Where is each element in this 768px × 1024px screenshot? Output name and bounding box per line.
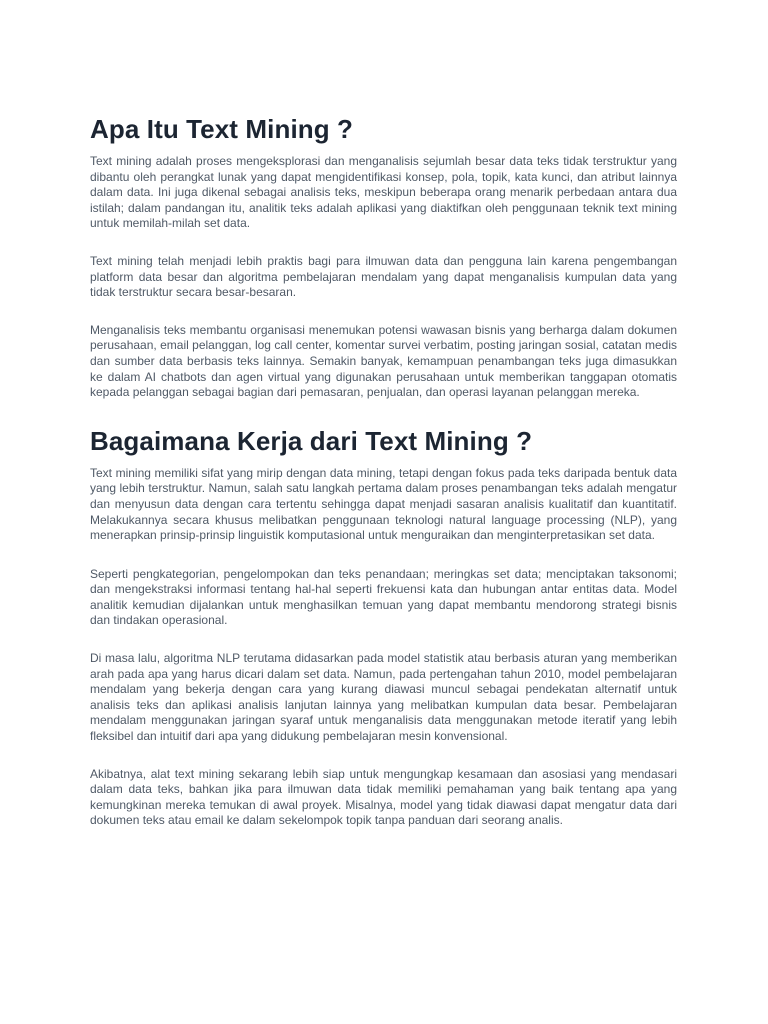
paragraph: Text mining adalah proses mengeksplorasi dan menganalisis sejumlah besar data teks tidak terstruktur yang dibantu oleh perangkat lunak yang dapat mengidentifikasi konsep, pola, topik, kata kunci, dan atribut lainnya dalam data. Ini juga dikenal sebagai analisis teks, meskipun beberapa orang menarik perbedaan antara dua istilah; dalam pandangan itu, analitik teks adalah aplikasi yang diaktifkan oleh penggunaan teknik text mining untuk memilah-milah set data. <box>90 154 677 231</box>
paragraph: Menganalisis teks membantu organisasi menemukan potensi wawasan bisnis yang berharga dalam dokumen perusahaan, email pelanggan, log call center, komentar survei verbatim, posting jaringan sosial, catatan medis dan sumber data berbasis teks lainnya. Semakin banyak, kemampuan penambangan teks juga dimasukkan ke dalam AI chatbots dan agen virtual yang digunakan perusahaan untuk memberikan tanggapan otomatis kepada pelanggan sebagai bagian dari pemasaran, penjualan, dan operasi layanan pelanggan mereka. <box>90 322 677 400</box>
section-heading: Bagaimana Kerja dari Text Mining ? <box>90 425 533 456</box>
section-what-is-text-mining <box>90 112 677 401</box>
paragraph: Di masa lalu, algoritma NLP terutama didasarkan pada model statistik atau berbasis aturan yang memberikan arah pada apa yang harus dicari dalam set data. Namun, pada pertengahan tahun 2010, model pembelajaran mendalam yang bekerja dengan cara yang kurang diawasi muncul sebagai pendekatan alternatif untuk analisis teks dan aplikasi analisis lanjutan lainnya yang melibatkan kumpulan data besar. Pembelajaran mendalam menggunakan jaringan syaraf untuk menganalisis data menggunakan metode iteratif yang lebih fleksibel dan intuitif dari apa yang didukung pembelajaran mesin konvensional. <box>90 651 677 744</box>
paragraph: Text mining memiliki sifat yang mirip dengan data mining, tetapi dengan fokus pada teks daripada bentuk data yang lebih terstruktur. Namun, salah satu langkah pertama dalam proses penambangan teks adalah mengatur dan menyusun data dengan cara tertentu sehingga dapat menjadi sasaran analisis kualitatif dan kuantitatif. Melakukannya secara khusus melibatkan penggunaan teknologi natural language processing (NLP), yang menerapkan prinsip-prinsip linguistik komputasional untuk menguraikan dan menginterpretasikan set data. <box>90 465 677 543</box>
document-page <box>90 112 677 829</box>
paragraph: Akibatnya, alat text mining sekarang lebih siap untuk mengungkap kesamaan dan asosiasi yang mendasari dalam data teks, bahkan jika para ilmuwan data tidak memiliki pemahaman yang baik tentang apa yang kemungkinan mereka temukan di awal proyek. Misalnya, model yang tidak diawasi dapat mengatur data dari dokumen teks atau email ke dalam sekelompok topik tanpa panduan dari seorang analis. <box>90 766 677 828</box>
paragraph: Text mining telah menjadi lebih praktis bagi para ilmuwan data dan pengguna lain karena pengembangan platform data besar dan algoritma pembelajaran mendalam yang dapat menganalisis kumpulan data yang tidak terstruktur secara besar-besaran. <box>90 253 677 300</box>
section-how-text-mining-works <box>90 424 677 829</box>
section-heading: Apa Itu Text Mining ? <box>90 114 354 144</box>
paragraph: Seperti pengkategorian, pengelompokan dan teks penandaan; meringkas set data; menciptakan taksonomi; dan mengekstraksi informasi tentang hal-hal seperti frekuensi kata dan hubungan antar entitas data. Model analitik kemudian dijalankan untuk menghasilkan temuan yang dapat membantu mendorong strategi bisnis dan tindakan operasional. <box>90 566 677 628</box>
